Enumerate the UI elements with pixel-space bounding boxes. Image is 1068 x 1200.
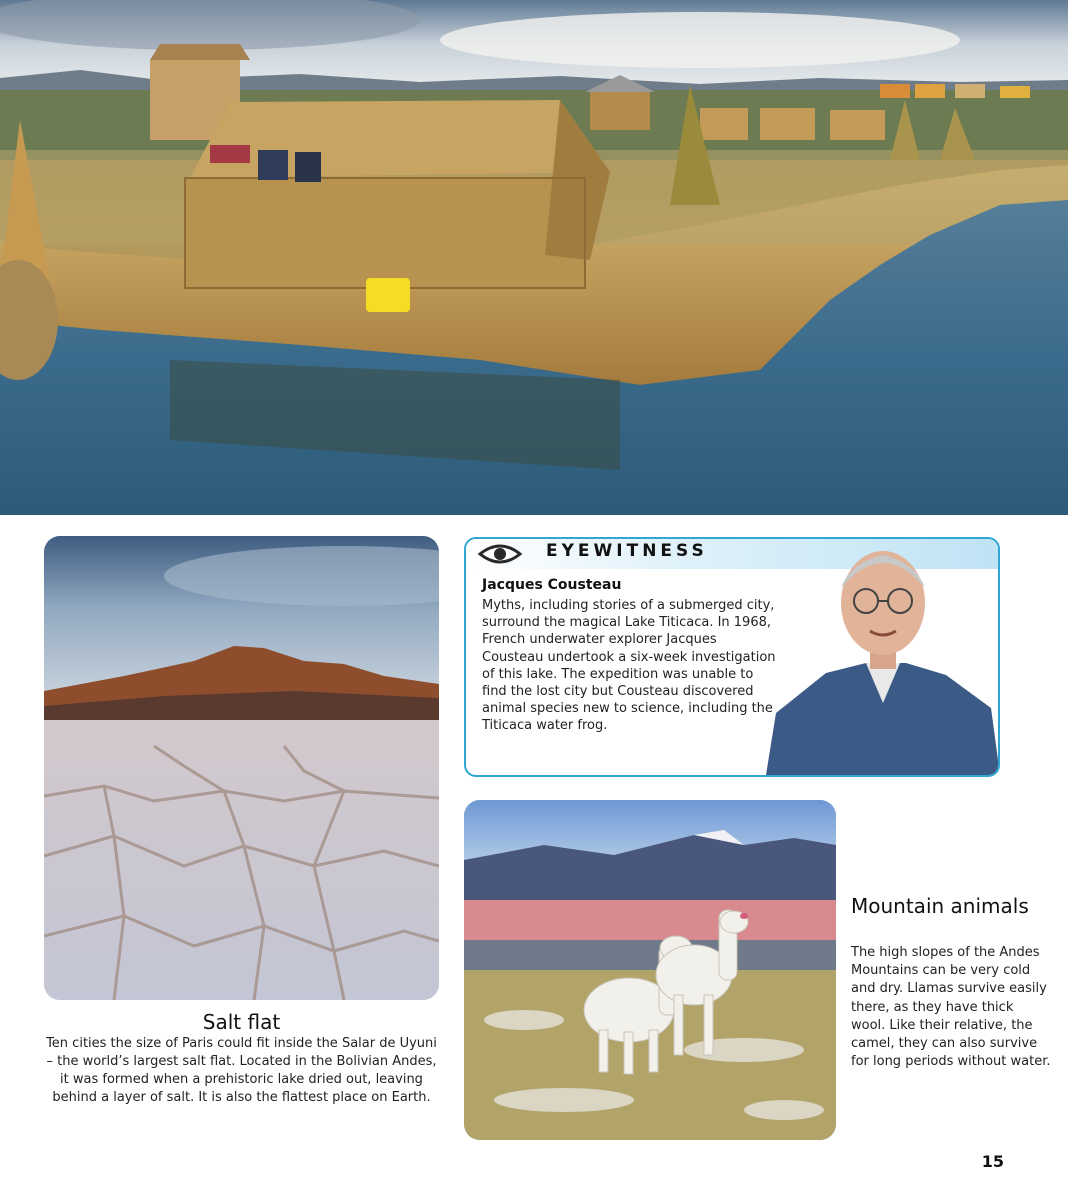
eyewitness-box [464, 537, 1000, 777]
hero-photo-reed-island [0, 0, 1068, 515]
cousteau-portrait-photo [766, 543, 1000, 775]
salt-flat-caption-title: Salt flat [202, 1010, 281, 1034]
eyewitness-title: EYEWITNESS [546, 541, 708, 561]
eyewitness-subject-name: Jacques Cousteau [482, 577, 622, 593]
mountain-animals-caption-text: The high slopes of the Andes Mountains can be very cold and dry. Llamas survive easily there, as they have thick wool. Like their relative, the camel, they can also survive for long periods without water. [851, 945, 1051, 1070]
eyewitness-body-text: Myths, including stories of a submerged city, surround the magical Lake Titicaca. In 1968, French underwater explorer Jacques Cousteau undertook a six-week investigation of this lake. The expedition was unable to find the lost city but Cousteau discovered animal species new to science, including the Titicaca water frog. [482, 598, 776, 734]
page-number: 15 [981, 1152, 1004, 1171]
salt-flat-caption-text: Ten cities the size of Paris could fit inside the Salar de Uyuni – the world’s largest salt flat. Located in the Bolivian Andes, it was formed when a prehistoric lake dried out, leaving behind a layer of salt. It is also the flattest place on Earth. [46, 1036, 437, 1105]
salt-flat-photo [44, 536, 439, 1000]
eye-icon [476, 541, 524, 567]
llama-photo [464, 800, 836, 1140]
mountain-animals-caption-title: Mountain animals [851, 894, 1029, 918]
